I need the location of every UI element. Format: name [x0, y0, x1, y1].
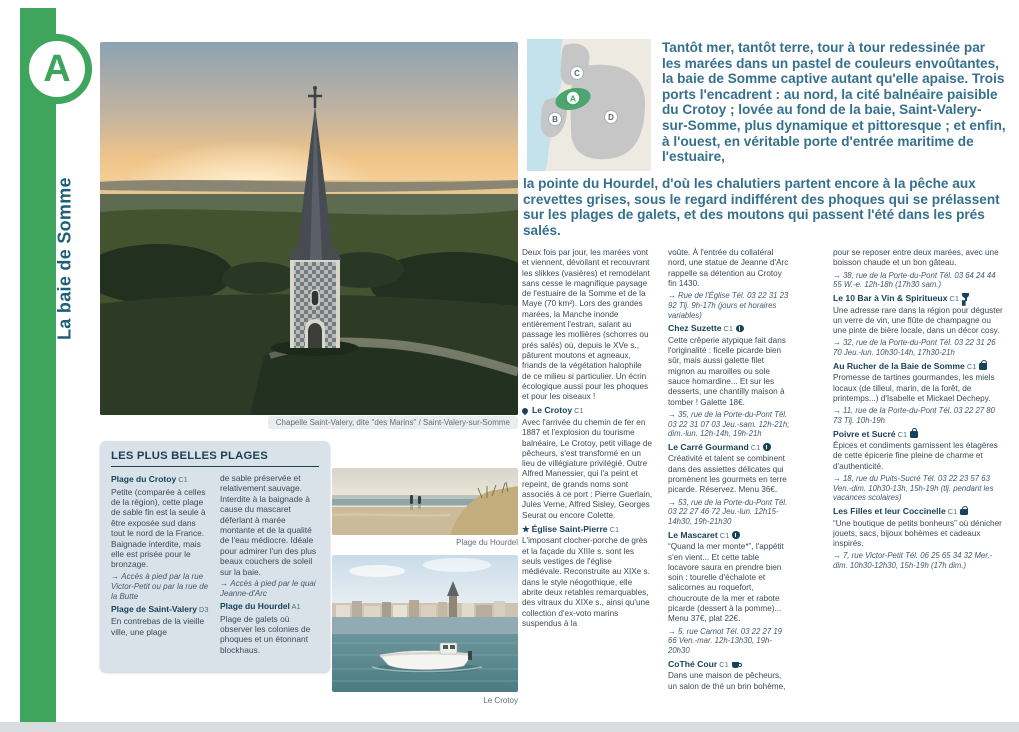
- entry-heading: [668, 442, 791, 454]
- best-beaches-title: LES PLUS BELLES PLAGES: [111, 450, 319, 467]
- address-line: [220, 579, 319, 599]
- entry-name: CoThé Cour: [668, 658, 718, 669]
- restaurant-icon: [732, 531, 740, 539]
- restaurant-icon: [763, 443, 771, 451]
- hourdel-beach-illustration: [332, 468, 518, 535]
- entry-heading: [111, 604, 210, 616]
- entry-heading: [668, 323, 791, 335]
- arrow-icon: →: [668, 626, 678, 636]
- section-letter-badge: [22, 34, 92, 104]
- arrow-icon: →: [833, 406, 843, 416]
- entry-name: Le Mascaret: [668, 529, 718, 540]
- paragraph: voûte. À l'entrée du collatéral nord, une statue de Jeanne d'Arc rappelle sa détention au Crotoy fin 1430.: [668, 248, 789, 288]
- wine-icon: [962, 293, 970, 302]
- restaurant-icon: [736, 325, 744, 333]
- address-text: 5, rue Carnot Tél. 03 22 27 19 66 Ven.-mar. 12h-13h30, 19h-20h30: [668, 626, 782, 656]
- page-bottom-edge: [0, 722, 1019, 732]
- entry-heading: [668, 530, 791, 542]
- entry-name: Chez Suzette: [668, 323, 722, 334]
- bag-icon: [979, 363, 987, 370]
- map-grid-ref: C1: [748, 442, 761, 452]
- paragraph: “Quand la mer monte*”, l'appétit s'en vient... Et cette table locavore saura en prendre bien soin : tourelle d'échalote et salicornes au roquefort, choucroute de la mer et rabote picarde (dessert à la pomme)... Menu 37€, plat 22€.: [668, 542, 784, 624]
- address-text: 38, rue de la Porte-du-Pont Tél. 03 64 24 44 55 W.-e. 12h-18h (17h30 sam.): [833, 270, 996, 290]
- address-text: 7, rue Victor-Petit Tél. 06 25 65 34 32 Mer.-dim. 10h30-12h30, 15h-19h (17h dim.): [833, 551, 993, 571]
- intro-below-map: [523, 176, 1007, 238]
- map-grid-ref: A1: [289, 602, 301, 612]
- crotoy-caption: Le Crotoy: [483, 696, 518, 705]
- map-grid-ref: C1: [895, 429, 908, 439]
- entry-heading: [522, 524, 653, 536]
- address-text: Accès à pied par le quai Jeanne-d'Arc: [220, 579, 316, 599]
- entry-name: Plage de Saint-Valery: [111, 603, 197, 614]
- paragraph: Plage de galets où observer les colonies de phoques et un étonnant blockhaus.: [220, 613, 311, 655]
- map-grid-ref: C1: [717, 659, 729, 669]
- map-grid-ref: C1: [964, 361, 977, 371]
- entry-name: Au Rucher de la Baie de Somme: [833, 360, 965, 371]
- address-text: 53, rue de la Porte-du-Pont Tél. 03 22 27 46 72 Jeu.-lun. 12h15-14h30, 19h-21h30: [668, 497, 788, 527]
- paragraph: Créativité et talent se combinent dans des assiettes délicates qui promènent les gourmets en terre picarde. Réservez. Menu 36€.: [668, 454, 787, 495]
- paragraph: Avec l'arrivée du chemin de fer en 1887 et l'explosion du tourisme balnéaire, Le Crotoy, petit village de pêcheurs, s'est transformé en un lieu de villégiature privilégié. Outre Alfred Manessier, qui l'a peint et repeint, de grands noms sont associés à ce port : Pierre Guerlain, Jules Verne, Alfred Sisley, Georges Seurat ou encore Colette.: [522, 417, 653, 520]
- address-text: Rue de l'Église Tél. 03 22 31 23 92 Tlj. 9h-17h (jours et horaires variables): [668, 291, 789, 320]
- address-text: 18, rue du Puits-Sucré Tél. 03 22 23 57 63 Ven.-dim. 10h30-13h, 15h-19h (tlj. pendant les vacances scolaires): [833, 473, 994, 503]
- section-letter: A: [43, 48, 71, 90]
- section-title-vertical: La baie de Somme: [54, 177, 75, 340]
- paragraph: Épices et condiments garnissent les étagères de cette épicerie fine pleine de charme et d'authenticité.: [833, 441, 998, 471]
- paragraph: Cette crêperie atypique fait dans l'originalité : ficelle picarde bien sûr, mais aussi galette filet mignon au maroilles ou sole sauce homardine... Et sur les desserts, une chantilly maison à tomber ! Galette 18€.: [668, 335, 786, 407]
- paragraph: L'imposant clocher-porche de grès et la façade du XIIIe s. sont les seuls vestiges de l'église médiévale. Reconstruite au XIXe s. dans le style néogothique, elle abrite deux retables remarquables, des vitraux du XIXe s., ainsi qu'une collection d'ex-voto marins suspendus à la: [522, 536, 650, 628]
- intro-beside-map: [662, 40, 1007, 165]
- arrow-icon: →: [833, 338, 843, 348]
- chapel-sunset-illustration: [100, 42, 518, 415]
- address-line: [668, 627, 791, 656]
- map-marker-b-label: B: [552, 115, 558, 124]
- pin-icon: [521, 407, 529, 415]
- intro-text-top: Tantôt mer, tantôt terre, tour à tour redessinée par les marées dans un pastel de couleurs envoûtantes, la baie de Somme captive autant qu'elle apaise. Trois ports l'encadrent : au nord, la cité balnéaire paisible du Crotoy ; lovée au fond de la baie, Saint-Valery-sur-Somme, plus dynamique et pittoresque ; et enfin, à l'ouest, en véritable porte d'entrée maritime de l'estuaire,: [662, 40, 1006, 165]
- entry-name: Le Crotoy: [532, 405, 573, 416]
- entry-name: Le Carré Gourmand: [668, 441, 749, 452]
- entry-name: Église Saint-Pierre: [531, 523, 608, 534]
- paragraph: pour se reposer entre deux marées, avec une boisson chaude et un bon gâteau.: [833, 248, 999, 268]
- arrow-icon: →: [833, 551, 843, 561]
- arrow-icon: →: [668, 291, 678, 301]
- crotoy-boat-illustration: [332, 555, 518, 692]
- address-line: [833, 406, 1005, 425]
- arrow-icon: →: [668, 409, 678, 419]
- crotoy-photo: [332, 555, 518, 692]
- entry-heading: [220, 601, 319, 613]
- entry-name: Plage du Crotoy: [111, 474, 177, 484]
- map-grid-ref: C1: [717, 530, 730, 540]
- entry-name: Plage du Hourdel: [220, 601, 290, 612]
- listings-column-1: [522, 248, 653, 694]
- address-line: [833, 474, 1005, 503]
- listings-column-2: [668, 248, 791, 694]
- arrow-icon: →: [833, 270, 843, 280]
- entry-heading: [522, 405, 653, 417]
- address-line: [833, 338, 1005, 357]
- map-grid-ref: C1: [947, 294, 959, 303]
- entry-heading: [833, 361, 1005, 373]
- main-photo: [100, 42, 518, 415]
- map-grid-ref: C1: [607, 524, 620, 534]
- paragraph: En contrebas de la vieille ville, une plage: [111, 616, 205, 637]
- map-grid-ref: C1: [945, 507, 958, 517]
- main-photo-caption: Chapelle Saint-Valery, dite "des Marins" / Saint-Valery-sur-Somme: [100, 416, 518, 429]
- listings-column-3: [833, 248, 1005, 694]
- paragraph: Deux fois par jour, les marées vont et viennent, dévoilant et recouvrant les slikkes (vasières) et remodelant sans cesse le magnifique paysage de l'estuaire de la Somme et de la Maye (70 km²). Lors des grandes marées, la Manche inonde entièrement l'estran, salant au passage les mollières (schorres ou prés salés) où, depuis le XVe s., pâturent moutons et agneaux, friands de la végétation halophile de ce milieu si particulier. Un écrin écologique aussi pour les phoques et pour les oiseaux !: [522, 248, 650, 402]
- map-marker-d-label: D: [608, 113, 614, 122]
- address-line: [833, 271, 1005, 290]
- map-grid-ref: C1: [572, 406, 584, 416]
- beaches-column-2: [220, 473, 319, 657]
- bag-icon: [960, 509, 968, 516]
- address-text: 35, rue de la Porte-du-Pont Tél. 03 22 31 07 03 Jeu.-sam. 12h-21h; dim.-lun. 12h-14h, 19h-21h: [668, 409, 790, 439]
- address-line: [668, 291, 791, 320]
- paragraph: Une adresse rare dans la région pour déguster un verre de vin, une flûte de champagne ou une pinte de bière locale, dans un décor cosy.: [833, 305, 1003, 336]
- map-marker-a-label: A: [569, 93, 577, 104]
- entry-name: Les Filles et leur Coccinelle: [833, 506, 946, 517]
- entry-heading: [668, 659, 791, 671]
- paragraph: Petite (comparée à celles de la région), cette plage de sable fin est la seule à être exposée sud dans tout le nord de la France. Baignade interdite, mais elle est prisée pour le bronzage.: [111, 486, 206, 570]
- arrow-icon: →: [220, 579, 231, 589]
- paragraph: Dans une maison de pêcheurs, un salon de thé un brin bohème,: [668, 671, 786, 691]
- map-marker-c-label: C: [574, 69, 580, 78]
- arrow-icon: →: [111, 571, 122, 581]
- star-icon: ★: [522, 523, 530, 534]
- best-beaches-box: [100, 441, 330, 672]
- beaches-column-1: [111, 473, 210, 657]
- cafe-icon: [732, 662, 739, 668]
- arrow-icon: →: [833, 473, 843, 483]
- intro-text-bottom: la pointe du Hourdel, d'où les chalutiers partent encore à la pêche aux crevettes grises, sous le regard indifférent des phoques qui se prélassent sur les plages de galets, et des moutons qui passent l'été dans les prés salés.: [523, 176, 1000, 238]
- entry-heading: [833, 506, 1005, 518]
- entry-name: Le 10 Bar à Vin & Spiritueux: [833, 293, 948, 303]
- hourdel-photo: [332, 468, 518, 535]
- address-line: [668, 410, 791, 439]
- paragraph: de sable préservée et relativement sauvage. Interdite à la baignade à cause du mascaret déferlant à marée montante et de la qualité de l'eau médiocre. Idéale pour admirer l'un des plus beaux couchers de soleil sur la baie.: [220, 473, 317, 577]
- map-grid-ref: D3: [196, 604, 209, 614]
- locator-map: [527, 39, 651, 171]
- listings: [522, 248, 1005, 694]
- bag-icon: [910, 431, 918, 438]
- address-line: [668, 498, 791, 527]
- entry-heading: [833, 293, 1005, 305]
- address-line: [833, 551, 1005, 570]
- hourdel-caption: Plage du Hourdel: [456, 538, 518, 547]
- entry-heading: [833, 429, 1005, 441]
- address-line: [111, 572, 210, 602]
- map-grid-ref: C1: [176, 475, 188, 484]
- map-grid-ref: C1: [721, 324, 733, 334]
- entry-heading: [111, 474, 210, 486]
- address-text: 11, rue de la Porte-du-Pont Tél. 03 22 27 80 73 Tlj. 10h-19h: [833, 406, 995, 425]
- entry-name: Poivre et Sucré: [833, 428, 896, 439]
- arrow-icon: →: [668, 497, 678, 507]
- address-text: Accès à pied par la rue Victor-Petit ou par la rue de la Butte: [111, 571, 209, 601]
- paragraph: “Une boutique de petits bonheurs” où dénicher jouets, sacs, bijoux bohèmes et cadeaux inspirés.: [833, 518, 1002, 549]
- address-text: 32, rue de la Porte-du-Pont Tél. 03 22 31 26 70 Jeu.-lun. 10h30-14h, 17h30-21h: [833, 338, 996, 358]
- paragraph: Promesse de tartines gourmandes, les miels locaux (de tilleul, marin, de la forêt, de printemps...) d'Isabelle et Mickael Dechepy.: [833, 373, 995, 403]
